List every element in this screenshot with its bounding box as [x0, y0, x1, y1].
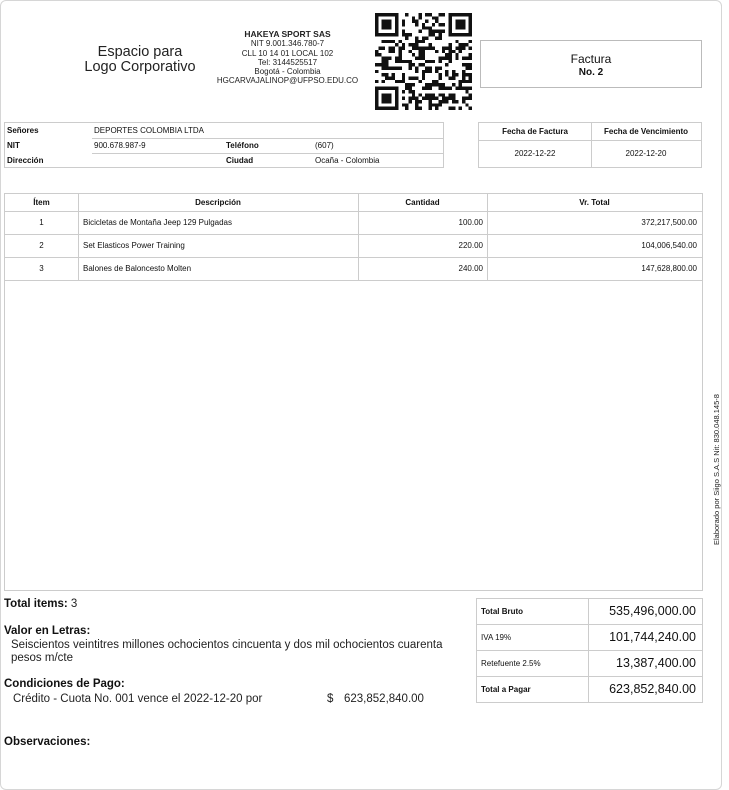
telefono-value: (607) [315, 141, 334, 150]
invoice-number: No. 2 [578, 67, 604, 78]
condiciones-currency: $ [327, 693, 334, 705]
totals-row [477, 599, 702, 625]
table-row [5, 212, 702, 235]
item-description: Bicicletas de Montaña Jeep 129 Pulgadas [83, 218, 232, 227]
software-credit: Elaborado por Siigo S.A.S Nit: 830.048.145-8 [712, 394, 721, 545]
item-description: Balones de Baloncesto Molten [83, 264, 192, 273]
items-table [4, 193, 703, 591]
valor-letras-label: Valor en Letras: [4, 625, 91, 637]
logo-placeholder-line2: Logo Corporativo [84, 59, 196, 75]
condiciones-amount: 623,852,840.00 [344, 693, 424, 705]
table-row [5, 235, 702, 258]
company-address: CLL 10 14 01 LOCAL 102 [241, 48, 334, 58]
logo-placeholder-line1: Espacio para [97, 44, 183, 60]
item-quantity: 240.00 [458, 264, 483, 273]
fecha-vencimiento-header: Fecha de Vencimiento [591, 123, 701, 141]
ciudad-label: Ciudad [226, 156, 254, 165]
total-items-value: 3 [70, 598, 78, 610]
item-number: 2 [39, 241, 44, 250]
total-pagar-value: 623,852,840.00 [609, 682, 696, 696]
qr-code-icon [375, 13, 472, 110]
company-city: Bogotá - Colombia [254, 67, 321, 77]
client-row-senores [5, 123, 443, 138]
divider [591, 123, 592, 167]
condiciones-label: Condiciones de Pago: [4, 678, 125, 690]
col-header-descripcion: Descripción [195, 198, 241, 207]
item-number: 3 [39, 264, 44, 273]
total-pagar-label: Total a Pagar [481, 685, 531, 694]
client-info-table [4, 122, 444, 168]
item-quantity: 220.00 [458, 241, 483, 250]
senores-value: DEPORTES COLOMBIA LTDA [94, 126, 204, 135]
total-items [4, 598, 77, 610]
item-total: 147,628,800.00 [641, 264, 697, 273]
total-items-label: Total items: [4, 598, 68, 610]
fecha-factura-header: Fecha de Factura [479, 123, 591, 141]
item-description: Set Elasticos Power Training [83, 241, 185, 250]
retefuente-value: 13,387,400.00 [616, 656, 696, 670]
valor-letras-text [11, 639, 461, 665]
company-nit: NIT 9.001.346.780-7 [250, 39, 325, 49]
iva-label: IVA 19% [481, 633, 512, 642]
dates-table [478, 122, 702, 168]
client-row-direccion [5, 153, 443, 168]
totals-row [477, 625, 702, 651]
retefuente-label: Retefuente 2.5% [481, 659, 541, 668]
client-row-nit [5, 138, 443, 153]
company-email: HGCARVAJALINOP@UFPSO.EDU.CO [216, 76, 359, 86]
col-header-cantidad: Cantidad [405, 198, 440, 207]
senores-label: Señores [7, 126, 39, 135]
totals-row [477, 651, 702, 677]
item-quantity: 100.00 [458, 218, 483, 227]
fecha-vencimiento-value: 2022-12-20 [625, 149, 667, 158]
invoice-title-box [480, 40, 702, 88]
table-row [5, 258, 702, 281]
item-number: 1 [39, 218, 44, 227]
col-header-vr-total: Vr. Total [579, 198, 610, 207]
company-info [205, 30, 370, 86]
ciudad-value: Ocaña - Colombia [315, 156, 380, 165]
telefono-label: Teléfono [226, 141, 259, 150]
col-header-item: Ítem [33, 198, 50, 207]
company-name: HAKEYA SPORT SAS [244, 29, 331, 39]
totals-row [477, 677, 702, 703]
direccion-label: Dirección [7, 156, 44, 165]
company-tel: Tel: 3144525517 [257, 57, 318, 67]
valor-letras-line1: Seiscientos veintitres millones ochocientos cincuenta y dos mil ochocientos cuarenta [11, 639, 443, 651]
logo-placeholder [70, 45, 210, 75]
condiciones-text: Crédito - Cuota No. 001 vence el 2022-12-20 por [13, 693, 263, 705]
nit-value: 900.678.987-9 [94, 141, 146, 150]
total-bruto-label: Total Bruto [481, 607, 524, 616]
valor-letras-line2: pesos m/cte [11, 652, 73, 664]
totals-table [476, 598, 703, 703]
total-bruto-value: 535,496,000.00 [609, 604, 696, 618]
iva-value: 101,744,240.00 [609, 630, 696, 644]
invoice-title: Factura [570, 52, 612, 66]
items-table-header [5, 194, 702, 212]
item-total: 104,006,540.00 [641, 241, 697, 250]
item-total: 372,217,500.00 [641, 218, 697, 227]
observaciones-label: Observaciones: [4, 736, 91, 748]
nit-label: NIT [7, 141, 20, 150]
fecha-factura-value: 2022-12-22 [514, 149, 556, 158]
